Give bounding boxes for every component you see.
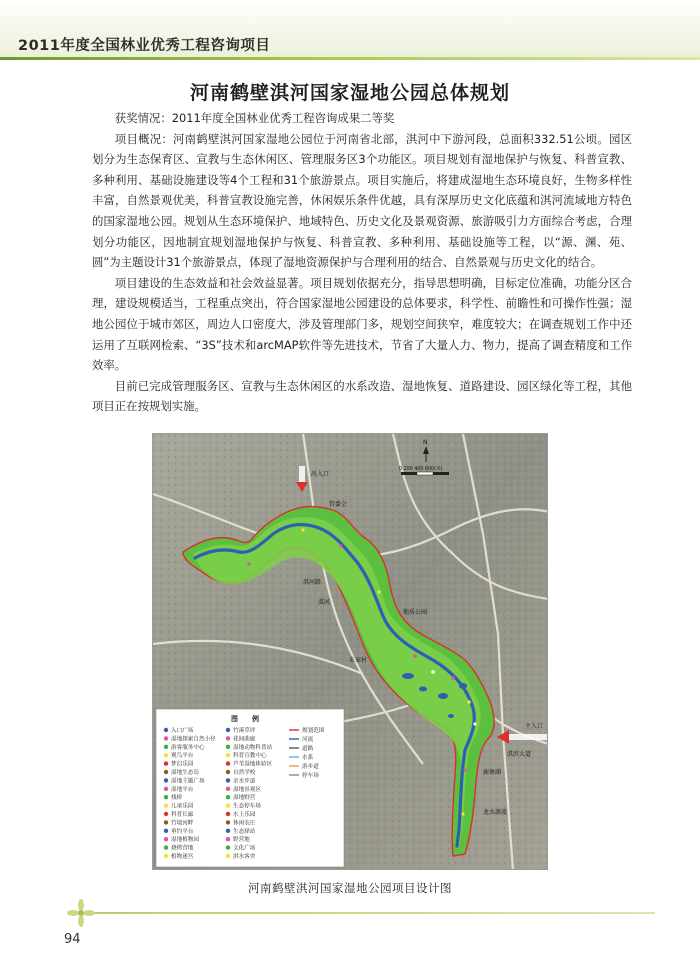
scale-bar	[401, 472, 449, 475]
legend-entry: 儿童乐园	[171, 803, 194, 810]
legend-symbol	[164, 812, 168, 816]
map-label-place-6: 淇滨大道	[507, 751, 532, 758]
legend-entry: 垂钓平台	[171, 828, 194, 835]
legend-entry: 梦幻乐园	[171, 761, 194, 768]
legend-entry: 生态驿站	[233, 828, 256, 835]
legend-entry: 规划范围	[302, 728, 325, 734]
legend-entry: 芦苇湿地体验区	[233, 761, 273, 768]
legend-symbol	[226, 795, 230, 799]
legend-symbol	[226, 837, 230, 841]
map-label-entrance-north: 出入口	[311, 471, 330, 478]
legend-entry: 竹溪草坪	[233, 728, 256, 734]
legend-symbol	[164, 820, 168, 824]
map-label-place-3: 淇河	[318, 599, 331, 606]
legend-symbol	[226, 778, 230, 782]
legend-symbol	[164, 736, 168, 740]
article-title: 河南鹤壁淇河国家湿地公园总体规划	[189, 82, 510, 104]
legend-title: 图 例	[231, 715, 259, 723]
legend-symbol	[226, 728, 230, 732]
legend-entry: 竹境河畔	[171, 820, 194, 827]
legend-symbol	[164, 845, 168, 849]
legend-symbol	[226, 736, 230, 740]
legend-entry: 自然学校	[233, 770, 256, 776]
legend-symbol	[226, 787, 230, 791]
legend-symbol	[226, 845, 230, 849]
footer-flower-icon	[66, 898, 96, 928]
footer-divider	[95, 912, 655, 914]
legend-symbol	[226, 770, 230, 774]
park-design-map	[152, 433, 548, 870]
legend-entry: 湿地探索自然小径	[171, 736, 216, 743]
legend-symbol	[164, 761, 168, 765]
legend-symbol	[226, 745, 230, 749]
legend-symbol	[164, 787, 168, 791]
legend-symbol	[164, 837, 168, 841]
running-header: 2011年度全国林业优秀工程咨询项目	[18, 38, 271, 54]
legend-symbol	[164, 728, 168, 732]
legend-entry: 水系	[302, 755, 314, 761]
legend-entry: 湿地野营	[233, 795, 256, 802]
legend-symbol	[164, 803, 168, 807]
legend-symbol	[164, 854, 168, 858]
map-svg	[153, 434, 548, 870]
page-number: 94	[64, 932, 81, 947]
overview-paragraph: 项目概况：河南鹤壁淇河国家湿地公园位于河南省北部，淇河中下游河段，总面积332.51公顷。园区划分为生态保育区、宣教与生态休闲区、管理服务区3个功能区。项目规划有湿地保护与恢复、科普宣教、多种利用、基础设施建设等4个工程和31个旅游景点。项目实施后，将建成湿地生态环境良好，生物多样性丰富，自然景观优美，科普宣教设施完善，休闲娱乐条件优越，具有深厚历史文化底蕴和淇河流域地方特色的国家湿地公园。规划从生态环境保护、地域特色、历史文化及景观资源、旅游吸引力方面综合考虑，合理划分功能区，因地制宜规划湿地保护与恢复、科普宣教、多种利用、基础设施等工程，以“源、渊、苑、圆”为主题设计31个旅游景点，体现了湿地资源保护与合理利用的结合、自然景观与历史文化的结合。	[92, 131, 632, 270]
legend-entry: 观鸟平台	[171, 753, 194, 760]
legend-entry: 湿地植物园	[171, 837, 199, 844]
legend-entry: 淇水客舍	[233, 854, 256, 860]
legend-entry: 野营地	[233, 837, 250, 844]
map-legend	[156, 709, 344, 867]
map-label-place-5: 朱家村	[349, 657, 368, 664]
legend-symbol	[226, 829, 230, 833]
map-label-place-1: 管委会	[329, 501, 348, 508]
legend-entry: 植物迷宫	[171, 854, 194, 860]
north-label: N	[423, 439, 428, 446]
legend-symbol	[226, 854, 230, 858]
legend-entry: 湿地主题广场	[171, 778, 205, 785]
legend-entry: 文化广场	[233, 845, 256, 852]
legend-symbol	[164, 770, 168, 774]
legend-symbol	[226, 820, 230, 824]
map-label-place-2: 淇河路	[303, 579, 322, 586]
legend-entry: 烧烤营地	[171, 845, 194, 852]
legend-symbol	[164, 829, 168, 833]
legend-entry: 停车场	[302, 773, 319, 779]
map-label-place-8: 龙水源流	[483, 809, 508, 816]
benefits-paragraph: 项目建设的生态效益和社会效益显著。项目规划依据充分，指导思想明确，目标定位准确，功能分区合理，建设规模适当，工程重点突出，符合国家湿地公园建设的总体要求，科学性、前瞻性和可操作性强；湿地公园位于城市郊区，周边人口密度大，涉及管理部门多，规划空间狭窄，难度较大；在调查规划工作中还运用了互联网检索、“3S”技术和arcMAP软件等先进技术，节省了大量人力、物力，提高了调查精度和工作效率。	[92, 275, 632, 373]
legend-symbol	[226, 753, 230, 757]
legend-entry: 道路	[302, 746, 314, 752]
legend-entry: 游步道	[302, 764, 319, 770]
legend-entry: 栈桥	[171, 795, 183, 802]
scale-label: 0 200 400 600(米)	[399, 467, 443, 472]
legend-symbol	[226, 803, 230, 807]
article-body	[92, 108, 632, 417]
legend-entry: 科普宣教中心	[233, 753, 267, 760]
legend-entry: 河流	[302, 737, 314, 743]
legend-entry: 游客服务中心	[171, 744, 205, 751]
legend-entry: 入口广场	[171, 728, 194, 734]
legend-entry: 生态停车场	[233, 803, 261, 810]
legend-symbol	[164, 745, 168, 749]
award-paragraph: 获奖情况：2011年度全国林业优秀工程咨询成果二等奖	[114, 111, 395, 125]
legend-symbol	[164, 753, 168, 757]
legend-entry: 科普长廊	[171, 812, 194, 818]
legend-symbol	[226, 812, 230, 816]
map-label-entrance-east: 主入口	[525, 723, 544, 730]
status-paragraph: 目前已完成管理服务区、宣教与生态休闲区的水系改造、湿地恢复、道路建设、园区绿化等工程，其他项目正在按规划实施。	[92, 378, 632, 414]
legend-entry: 湿地平台	[171, 786, 194, 793]
map-label-place-7: 鹿塘湖	[483, 769, 502, 776]
legend-symbol	[164, 795, 168, 799]
legend-symbol	[164, 778, 168, 782]
legend-entry: 湿地生态岛	[171, 770, 199, 776]
map-label-place-4: 地质公园	[403, 609, 428, 616]
legend-entry: 湿地景观区	[233, 786, 261, 793]
legend-entry: 湿地动物科普站	[233, 744, 273, 751]
legend-entry: 花间曲廊	[233, 736, 256, 743]
legend-symbol	[226, 761, 230, 765]
legend-entry: 水上乐园	[233, 812, 256, 818]
legend-entry: 亲水步道	[233, 778, 256, 785]
legend-entry: 休闲农庄	[233, 820, 256, 827]
header-divider	[0, 57, 700, 60]
map-caption: 河南鹤壁淇河国家湿地公园项目设计图	[248, 881, 452, 895]
